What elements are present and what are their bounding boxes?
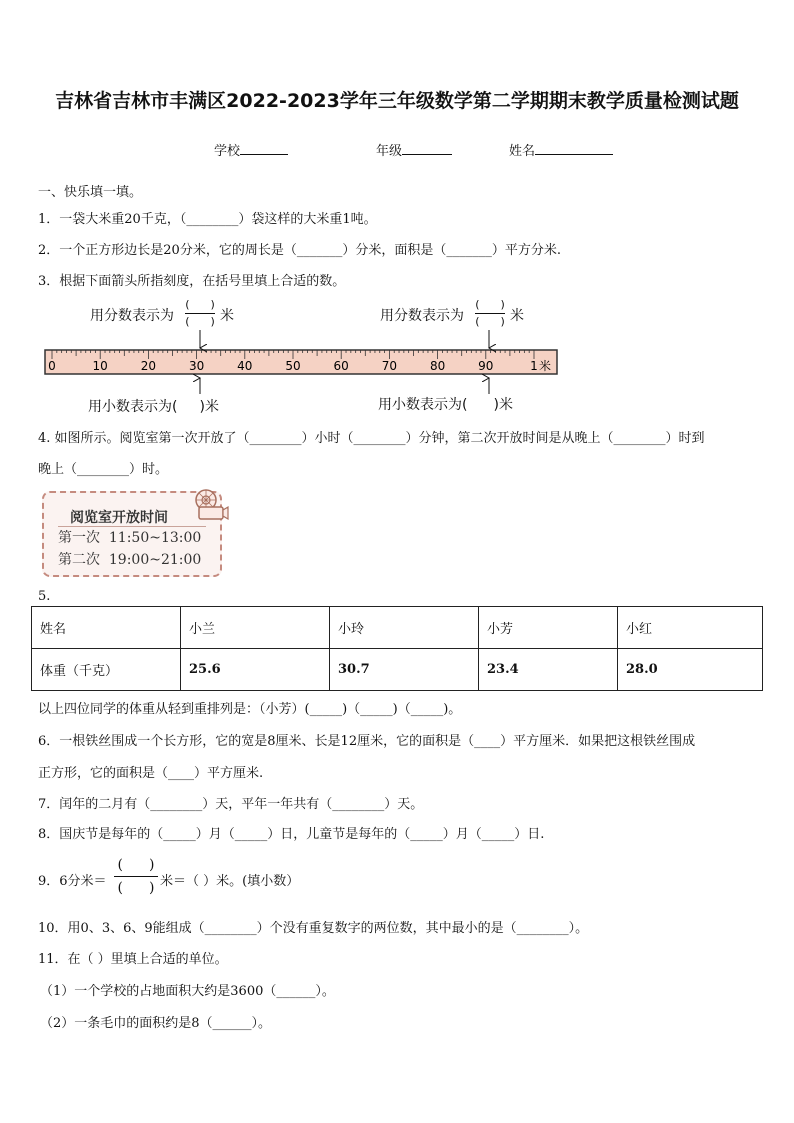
table-cell: 小玲 bbox=[330, 607, 479, 649]
fraction-label-left: 用分数表示为 bbox=[90, 308, 174, 324]
paren-bottom: ( ) bbox=[185, 315, 215, 328]
fraction-blank-left[interactable] bbox=[183, 298, 217, 329]
question-3: 3．根据下面箭头所指刻度，在括号里填上合适的数。 bbox=[38, 274, 346, 289]
q9-middle: 米＝（ ）米。(填小数） bbox=[160, 874, 300, 889]
name-label: 姓名 bbox=[509, 144, 536, 159]
ruler-diagram bbox=[40, 326, 560, 396]
question-2: 2．一个正方形边长是20分米，它的周长是（_______）分米，面积是（_______）平方分米. bbox=[38, 243, 561, 258]
table-row bbox=[32, 649, 763, 691]
paren-open: ( bbox=[462, 397, 468, 413]
grade-blank[interactable] bbox=[402, 142, 452, 155]
unit-label: 米 bbox=[220, 308, 234, 324]
ruler-tick-label: 50 bbox=[285, 359, 301, 373]
ruler-tick-label: 80 bbox=[429, 359, 446, 373]
unit-label: 米 bbox=[204, 399, 219, 415]
ruler-tick-label: 70 bbox=[381, 359, 398, 373]
table-cell: 小兰 bbox=[181, 607, 330, 649]
decimal-label-left bbox=[88, 396, 219, 416]
paren-open: ( bbox=[117, 880, 123, 896]
question-6-line-1: 6．一根铁丝围成一个长方形，它的宽是8厘米、长是12厘米，它的面积是（____）平方厘米．如果把这根铁丝围成 bbox=[38, 734, 696, 749]
question-11-2: （2）一条毛巾的面积约是8（______）。 bbox=[40, 1016, 272, 1031]
paren-close: ) bbox=[199, 399, 205, 415]
paren-close: ) bbox=[149, 880, 155, 896]
q9-fraction-blank[interactable] bbox=[114, 856, 158, 897]
ruler-tick-label: 60 bbox=[333, 359, 349, 373]
question-11-1: （1）一个学校的占地面积大约是3600（______）。 bbox=[40, 984, 335, 999]
q9-fraction-bar bbox=[114, 876, 158, 877]
question-11: 11．在（ ）里填上合适的单位。 bbox=[38, 952, 228, 967]
decimal-blank-right[interactable] bbox=[462, 397, 499, 413]
paren-close: ) bbox=[149, 857, 155, 873]
paren-bottom: ( ) bbox=[475, 315, 505, 328]
table-cell: 25.6 bbox=[181, 649, 330, 691]
table-cell: 小芳 bbox=[479, 607, 618, 649]
q9-numerator bbox=[114, 856, 158, 874]
reading-room-card bbox=[42, 491, 222, 577]
fraction-bar bbox=[185, 313, 215, 314]
ruler-tick-label: 1 bbox=[530, 359, 538, 373]
name-blank[interactable] bbox=[535, 142, 613, 155]
ruler-tick-label: 30 bbox=[188, 359, 205, 373]
paren-top: ( ) bbox=[475, 298, 505, 311]
question-1: 1．一袋大米重20千克，（________）袋这样的大米重1吨。 bbox=[38, 212, 377, 227]
school-label: 学校 bbox=[214, 144, 241, 159]
fraction-blank-right[interactable] bbox=[473, 298, 507, 329]
decimal-label-text: 用小数表示为 bbox=[378, 397, 462, 413]
decimal-blank-left[interactable] bbox=[172, 399, 205, 415]
card-title: 阅览室开放时间 bbox=[70, 510, 168, 526]
table-cell: 23.4 bbox=[479, 649, 618, 691]
paren-open: ( bbox=[117, 857, 123, 873]
unit-label: 米 bbox=[498, 397, 513, 413]
school-blank[interactable] bbox=[240, 142, 288, 155]
table-cell: 体重（千克） bbox=[32, 649, 181, 691]
table-row bbox=[32, 607, 763, 649]
question-4-line-2: 晚上（________）时。 bbox=[38, 462, 169, 477]
unit-label: 米 bbox=[510, 308, 524, 324]
q9-denominator bbox=[114, 879, 158, 897]
ruler-tick-label: 90 bbox=[478, 359, 494, 373]
school-field[interactable] bbox=[214, 140, 288, 159]
grade-field[interactable] bbox=[376, 140, 452, 159]
ruler-tick-label: 20 bbox=[140, 359, 157, 373]
section-heading: 一、快乐填一填。 bbox=[38, 185, 143, 200]
ruler-tick-label: 0 bbox=[48, 359, 56, 373]
question-5-after: 以上四位同学的体重从轻到重排列是：（小芳）(_____)（_____)（_____)。 bbox=[38, 702, 462, 717]
decimal-label-text: 用小数表示为 bbox=[88, 399, 172, 415]
page-title: 吉林省吉林市丰满区2022-2023学年三年级数学第二学期期末教学质量检测试题 bbox=[55, 90, 739, 112]
table-cell: 28.0 bbox=[618, 649, 763, 691]
grade-label: 年级 bbox=[376, 144, 403, 159]
question-10: 10．用0、3、6、9能组成（________）个没有重复数字的两位数，其中最小的是（________）。 bbox=[38, 921, 589, 936]
name-field[interactable] bbox=[509, 140, 613, 159]
decimal-label-right bbox=[378, 394, 513, 414]
table-cell: 30.7 bbox=[330, 649, 479, 691]
card-row-1: 第一次 11:50~13:00 bbox=[58, 530, 202, 546]
table-cell: 小红 bbox=[618, 607, 763, 649]
fraction-label-right: 用分数表示为 bbox=[380, 308, 464, 324]
weight-table bbox=[31, 606, 763, 691]
paren-open: ( bbox=[172, 399, 178, 415]
ruler-tick-label: 40 bbox=[237, 359, 253, 373]
question-4-line-1: 4. 如图所示。阅览室第一次开放了（________）小时（________）分钟，第二次开放时间是从晚上（________）时到 bbox=[38, 431, 705, 446]
ruler-end-unit: 米 bbox=[539, 359, 552, 373]
question-9 bbox=[38, 870, 107, 889]
ruler-tick-label: 10 bbox=[92, 359, 108, 373]
question-6-line-2: 正方形，它的面积是（____）平方厘米. bbox=[38, 766, 264, 781]
paren-top: ( ) bbox=[185, 298, 215, 311]
table-cell: 姓名 bbox=[32, 607, 181, 649]
fraction-bar bbox=[475, 313, 505, 314]
question-5-label: 5. bbox=[38, 589, 51, 604]
question-7: 7．闰年的二月有（________）天，平年一年共有（________）天。 bbox=[38, 797, 424, 812]
question-8: 8．国庆节是每年的（_____）月（_____）日，儿童节是每年的（_____）月（_____）日. bbox=[38, 827, 545, 842]
q9-prefix: 9．6分米＝ bbox=[38, 874, 107, 889]
card-row-2: 第二次 19:00~21:00 bbox=[58, 552, 202, 568]
projector-icon bbox=[194, 489, 230, 523]
paren-close: ) bbox=[493, 397, 499, 413]
